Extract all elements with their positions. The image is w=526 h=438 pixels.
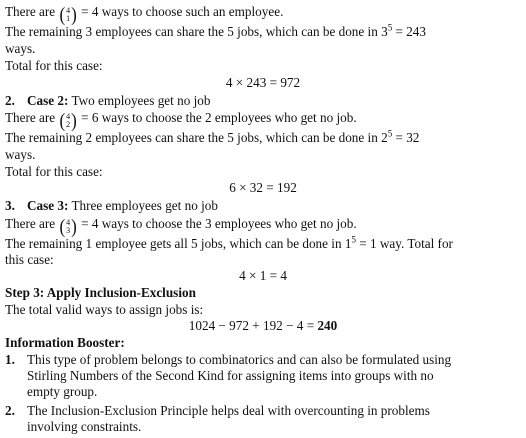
- exponent: 5: [387, 128, 393, 139]
- line-total-valid: The total valid ways to assign jobs is:: [5, 302, 204, 317]
- line-choose-three: [5, 215, 357, 238]
- list-number: 2.: [5, 93, 15, 108]
- booster-item-1-line: empty group.: [27, 384, 98, 399]
- line-choose-two: [5, 109, 357, 132]
- binomial: ( 4 1 ): [59, 3, 77, 26]
- text: The remaining 2 employees can share the 5 jobs, which can be done in 2: [5, 130, 388, 145]
- text: = 243: [395, 24, 426, 39]
- equation-text: 1024 − 972 + 192 − 4 =: [188, 318, 315, 333]
- text: Three employees get no job: [71, 198, 218, 213]
- booster-item-2-line: involving constraints.: [27, 419, 142, 434]
- text: There are: [5, 216, 56, 231]
- line-ways: ways.: [5, 41, 36, 56]
- step3-heading: Step 3: Apply Inclusion-Exclusion: [5, 285, 196, 300]
- equation-case1: 4 × 243 = 972: [225, 75, 301, 90]
- line-remaining-1: [5, 236, 453, 252]
- line-total-label: Total for this case:: [5, 164, 103, 179]
- line-choose-one: [5, 3, 284, 26]
- text: There are: [5, 4, 56, 19]
- binom-n: 4: [66, 112, 71, 121]
- line-remaining-3: [5, 24, 426, 40]
- binom-k: 2: [66, 120, 71, 129]
- final-answer: 240: [317, 318, 338, 333]
- text: = 32: [395, 130, 420, 145]
- text: = 4 ways to choose the 3 employees who get no job.: [81, 216, 357, 231]
- list-number: 1.: [5, 352, 15, 367]
- booster-heading: Information Booster:: [5, 335, 125, 350]
- booster-item-1: [5, 352, 27, 368]
- case3-heading: [5, 198, 218, 214]
- case-label: Case 2:: [27, 93, 69, 108]
- binom-k: 3: [66, 226, 71, 235]
- case-label: Case 3:: [27, 198, 69, 213]
- line-total-label: Total for this case:: [5, 58, 103, 73]
- booster-item-1-line: Stirling Numbers of the Second Kind for assigning items into groups with no: [27, 368, 434, 383]
- text: There are: [5, 110, 56, 125]
- line-ways: ways.: [5, 147, 36, 162]
- exponent: 5: [387, 22, 393, 33]
- case2-heading: [5, 93, 210, 109]
- text: = 6 ways to choose the 2 employees who get no job.: [81, 110, 357, 125]
- booster-item-2: [5, 403, 27, 419]
- line-this-case: this case:: [5, 252, 54, 267]
- line-remaining-2: [5, 130, 419, 146]
- booster-item-1-line: This type of problem belongs to combinatorics and can also be formulated using: [27, 352, 452, 367]
- equation-case2: 6 × 32 = 192: [229, 180, 297, 195]
- text: = 1 way. Total for: [359, 236, 453, 251]
- list-number: 2.: [5, 403, 15, 418]
- text: Two employees get no job: [71, 93, 211, 108]
- equation-case3: 4 × 1 = 4: [239, 268, 287, 283]
- binom-n: 4: [66, 218, 71, 227]
- binomial: ( 4 3 ): [59, 215, 77, 238]
- list-number: 3.: [5, 198, 15, 213]
- text: = 4 ways to choose such an employee.: [81, 4, 284, 19]
- binomial: ( 4 2 ): [59, 109, 77, 132]
- binom-n: 4: [66, 6, 71, 15]
- text: The remaining 1 employee gets all 5 jobs, which can be done in 1: [5, 236, 352, 251]
- text: The remaining 3 employees can share the 5 jobs, which can be done in 3: [5, 24, 388, 39]
- booster-item-2-line: The Inclusion-Exclusion Principle helps deal with overcounting in problems: [27, 403, 430, 418]
- binom-k: 1: [66, 14, 71, 23]
- equation-final: [0, 318, 526, 334]
- exponent: 5: [351, 234, 356, 245]
